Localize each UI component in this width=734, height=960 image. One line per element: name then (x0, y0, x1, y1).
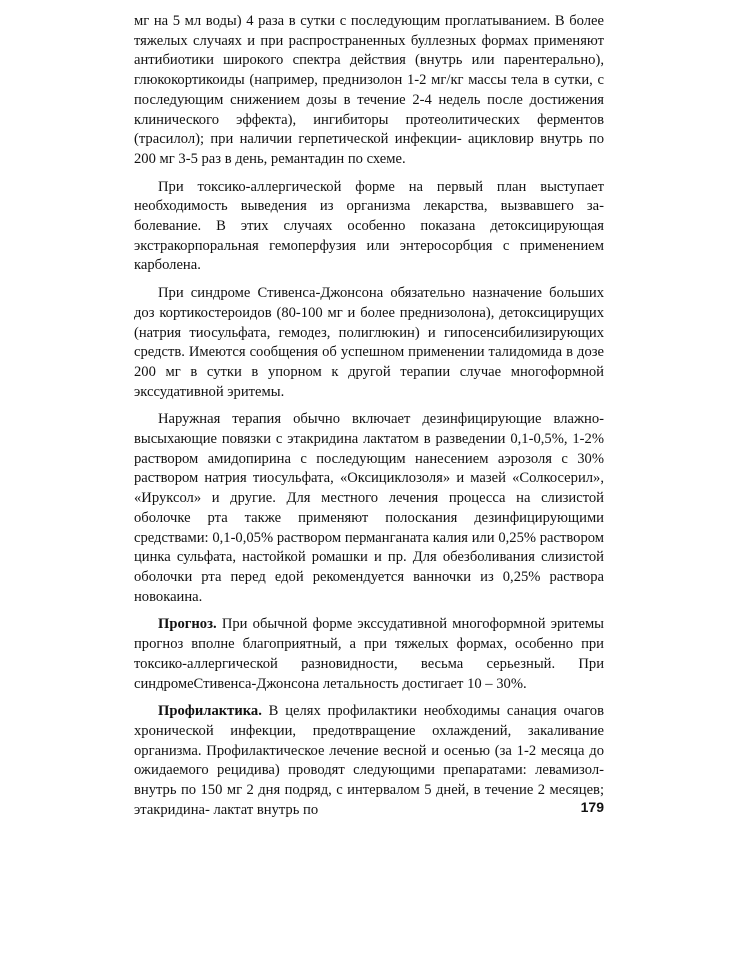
paragraph-lead-prognosis: Прогноз. (158, 616, 217, 633)
paragraph-prognosis (134, 615, 604, 694)
paragraph-text: Наружная терапия обычно включает дезинфицирующие влажно-высыхающие повязки с этакридина лактатом в разведении 0,1-0,5%, 1-2% раствором амидопирина с последующим нанесением аэрозоля с 30% раствором натрия тиосульфата, «Оксициклозоля» и мазей «Солкосерил», «Ируксол» и другие. Для местного лечения процесса на слизистой оболочке рта также применяют полоскания дезинфицирующими средствами: 0,1-0,05% раствором перманганата калия или 0,25% раствором цинка сульфата, настойкой ромашки и пр. Для обезболивания слизистой оболочки рта перед едой рекомендуется ванночки из 0,25% раствора новокаина. (134, 411, 604, 605)
paragraph-text: При синдроме Стивенса-Джонсона обязательно назначение больших доз кортикостероидов (80-100 мг и более преднизолона), детоксицирущих (натрия тиосульфата, гемодез, полиглюкин) и гипосенсибилизирующих средств. Имеются сообщения об успешном применении талидомида в дозе 200 мг в сутки в упорном к другой терапии случае многоформной экссудативной эритемы. (134, 285, 604, 400)
paragraph-prophylaxis (134, 702, 604, 820)
page-body (134, 12, 604, 828)
paragraph-toxic-allergic (134, 178, 604, 277)
paragraph-lead-prophylaxis: Профилактика. (158, 703, 262, 720)
paragraph-text: В целях профилактики необходимы санация очагов хронической инфекции, предотвращение охлаждений, закаливание организма. Профилактическое лечение весной и осенью (за 1-2 месяца до ожидаемого рецидива) проводят следующими препаратами: левамизол-внутрь по 150 мг 2 дня подряд, с интервалом 5 дней, в течение 2 месяцев; этакридина- лактат внутрь по (134, 703, 604, 818)
paragraph-external-therapy (134, 410, 604, 607)
paragraph-stevens-johnson (134, 284, 604, 402)
paragraph-text: При обычной форме экссудативной многоформной эритемы прогноз вполне благоприятный, а при тяжелых формах, особенно при токсико-аллергической разновидности, весьма серьезный. При синдромеСтивенса-Джонсона летальность достигает 10 – 30%. (134, 616, 604, 692)
paragraph-text: При токсико-аллергической форме на первый план выступает необходимость выведения из организма лекарства, вызвавшего заболевание. В этих случаях особенно показана детоксицирующая экстракорпоральная гемоперфузия или энтеросорбция с применением карболена. (134, 178, 604, 274)
paragraph-treatment-continued (134, 12, 604, 170)
paragraph-text: мг на 5 мл воды) 4 раза в сутки с последующим проглатыванием. В более тяжелых случаях и при распространенных буллезных формах применяют антибиотики широкого спектра действия (внутрь или парентерально), глюкокортикоиды (например, преднизолон 1-2 мг/кг массы тела в сутки, с последующим снижением дозы в течение 2-4 недель после достижения клинического эффекта), ингибиторы протеолитических ферментов (трасилол); при наличии герпетической инфекции- ацикловир внутрь по 200 мг 3-5 раз в день, ремантадин по схеме. (134, 13, 604, 167)
page-number: 179 (580, 799, 604, 815)
